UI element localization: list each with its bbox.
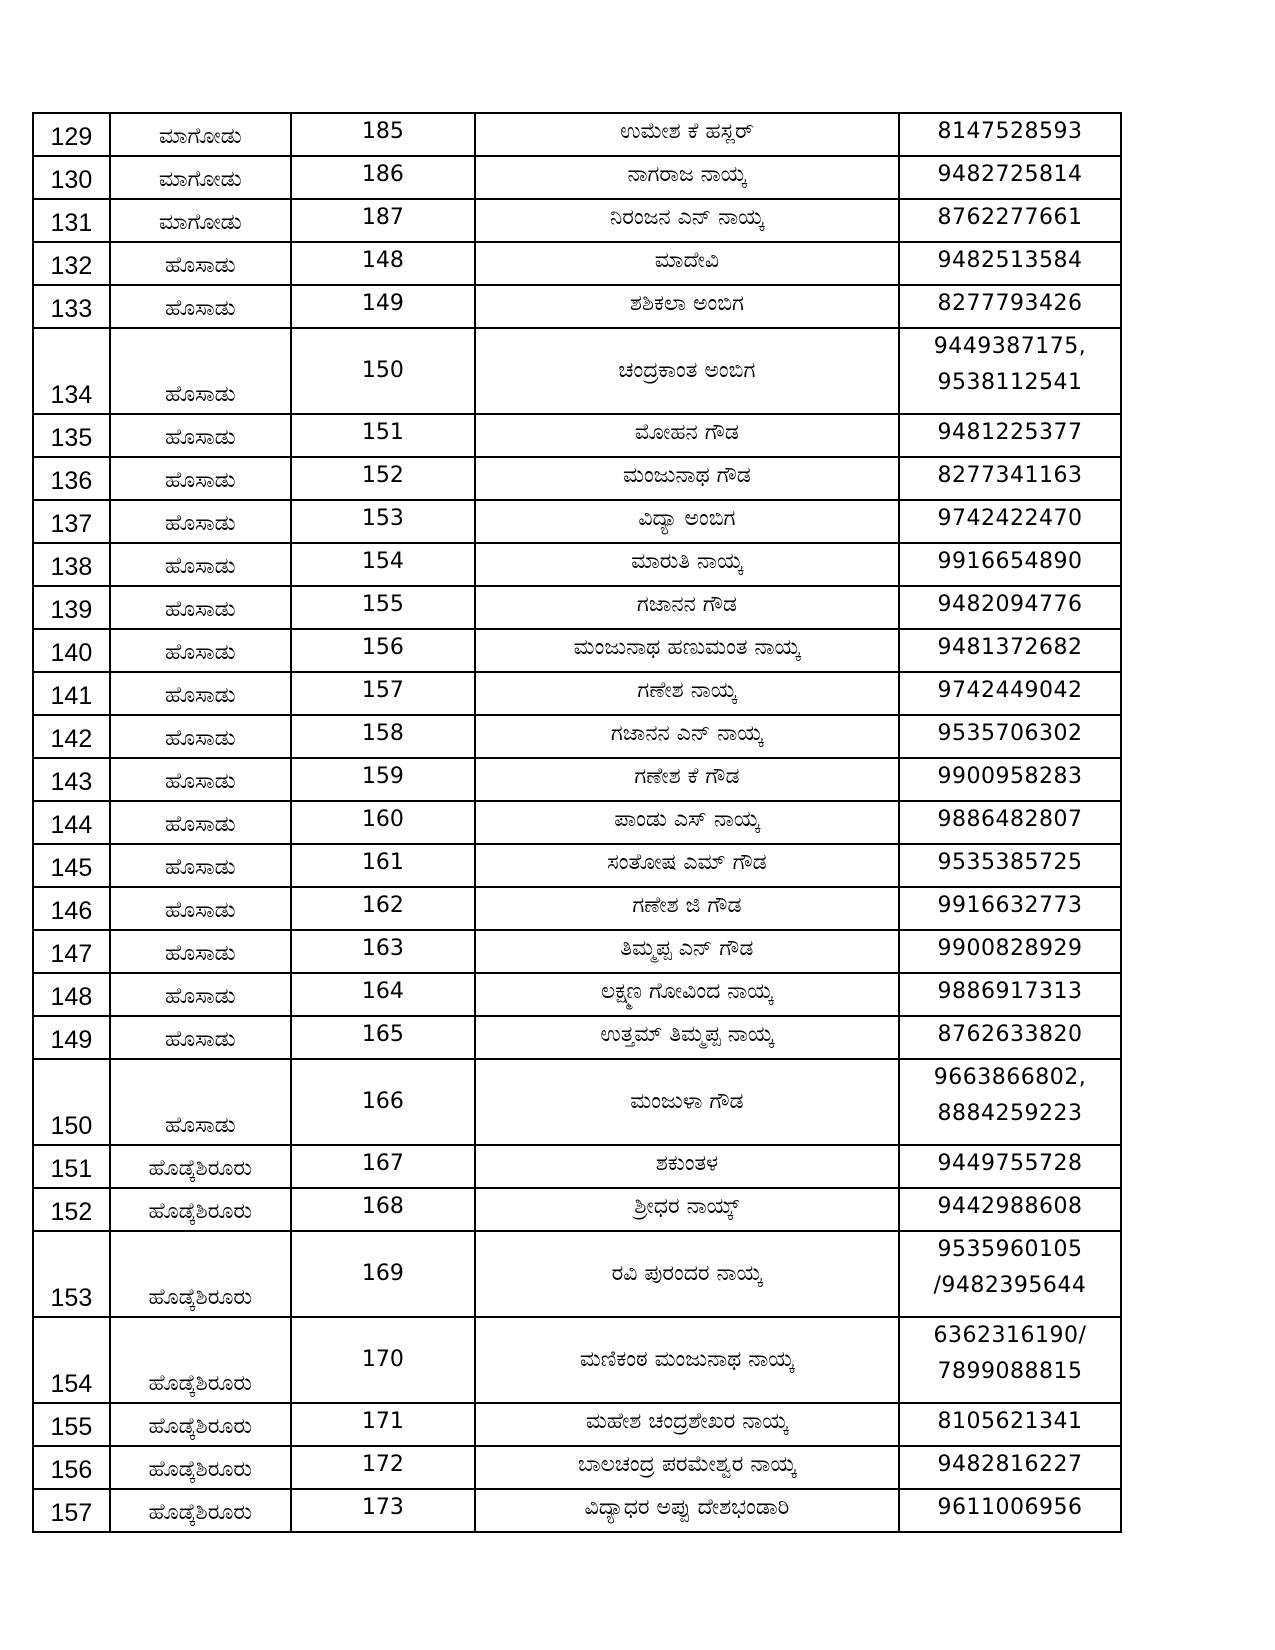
village-cell: ಹೊಸಾಡು — [110, 586, 291, 629]
village-cell: ಹೊಸಾಡು — [110, 973, 291, 1016]
phone-cell — [899, 1145, 1121, 1188]
table-row — [33, 973, 1121, 1016]
phone-number: 9916632773 — [937, 893, 1083, 918]
phone-cell — [899, 1489, 1121, 1532]
table-row — [33, 1231, 1121, 1317]
phone-cell — [899, 414, 1121, 457]
village-cell: ಹೊಡ್ಕೆಶಿರೂರು — [110, 1403, 291, 1446]
name-cell: ಉತ್ತಮ್ ತಿಮ್ಮಪ್ಪ ನಾಯ್ಕ — [475, 1016, 899, 1059]
phone-number: 9742449042 — [937, 678, 1083, 703]
table-row — [33, 715, 1121, 758]
serial-number-cell: 143 — [33, 758, 110, 801]
phone-number: 9663866802, — [933, 1065, 1087, 1090]
table-row — [33, 500, 1121, 543]
village-cell: ಹೊಸಾಡು — [110, 328, 291, 414]
serial-number-cell: 153 — [33, 1231, 110, 1317]
name-cell: ಗಣೇಶ ನಾಯ್ಕ — [475, 672, 899, 715]
phone-cell — [899, 758, 1121, 801]
phone-number: 9482513584 — [937, 248, 1083, 273]
table-row — [33, 328, 1121, 414]
name-cell: ಮಂಜುನಾಥ ಹಣುಮಂತ ನಾಯ್ಕ — [475, 629, 899, 672]
number-cell: 153 — [291, 500, 475, 543]
name-cell: ಬಾಲಚಂದ್ರ ಪರಮೇಶ್ವರ ನಾಯ್ಕ — [475, 1446, 899, 1489]
table-row — [33, 887, 1121, 930]
phone-cell — [899, 715, 1121, 758]
phone-cell — [899, 199, 1121, 242]
phone-number: 8277793426 — [937, 291, 1083, 316]
phone-number: 9482725814 — [937, 162, 1083, 187]
phone-number: 8147528593 — [937, 119, 1083, 144]
village-cell: ಹೊಸಾಡು — [110, 457, 291, 500]
serial-number-cell: 139 — [33, 586, 110, 629]
number-cell: 148 — [291, 242, 475, 285]
phone-cell — [899, 1016, 1121, 1059]
phone-number: 9900828929 — [937, 936, 1083, 961]
serial-number-cell: 146 — [33, 887, 110, 930]
phone-number: 6362316190/ — [933, 1323, 1087, 1348]
name-cell: ಮಾದೇವಿ — [475, 242, 899, 285]
number-cell: 166 — [291, 1059, 475, 1145]
table-row — [33, 1446, 1121, 1489]
phone-number: 8105621341 — [937, 1409, 1083, 1434]
phone-cell — [899, 1403, 1121, 1446]
village-cell: ಹೊಸಾಡು — [110, 801, 291, 844]
name-cell: ವಿದ್ಯಾ ಅಂಬಿಗ — [475, 500, 899, 543]
serial-number-cell: 152 — [33, 1188, 110, 1231]
phone-number: 9535960105 — [937, 1237, 1083, 1262]
number-cell: 187 — [291, 199, 475, 242]
number-cell: 167 — [291, 1145, 475, 1188]
table-row — [33, 1317, 1121, 1403]
name-cell: ನಾಗರಾಜ ನಾಯ್ಕ — [475, 156, 899, 199]
serial-number-cell: 134 — [33, 328, 110, 414]
phone-cell — [899, 500, 1121, 543]
phone-cell — [899, 285, 1121, 328]
village-cell: ಹೊಸಾಡು — [110, 500, 291, 543]
table-row — [33, 844, 1121, 887]
number-cell: 170 — [291, 1317, 475, 1403]
serial-number-cell: 138 — [33, 543, 110, 586]
name-cell: ವಿದ್ಯಾಧರ ಅಪ್ಪು ದೇಶಭಂಡಾರಿ — [475, 1489, 899, 1532]
serial-number-cell: 157 — [33, 1489, 110, 1532]
number-cell: 169 — [291, 1231, 475, 1317]
village-cell: ಹೊಸಾಡು — [110, 629, 291, 672]
serial-number-cell: 154 — [33, 1317, 110, 1403]
phone-cell — [899, 328, 1121, 414]
name-cell: ಮಣಿಕಂಠ ಮಂಜುನಾಥ ನಾಯ್ಕ — [475, 1317, 899, 1403]
table-row — [33, 629, 1121, 672]
serial-number-cell: 149 — [33, 1016, 110, 1059]
number-cell: 156 — [291, 629, 475, 672]
number-cell: 168 — [291, 1188, 475, 1231]
serial-number-cell: 145 — [33, 844, 110, 887]
table-row — [33, 414, 1121, 457]
phone-number: 8762277661 — [937, 205, 1083, 230]
table-row — [33, 285, 1121, 328]
table-row — [33, 1188, 1121, 1231]
village-cell: ಮಾಗೋಡು — [110, 199, 291, 242]
village-cell: ಹೊಡ್ಕೆಶಿರೂರು — [110, 1317, 291, 1403]
table-row — [33, 543, 1121, 586]
phone-cell — [899, 930, 1121, 973]
name-cell: ಉಮೇಶ ಕೆ ಹಸ್ಲರ್ — [475, 113, 899, 156]
number-cell: 172 — [291, 1446, 475, 1489]
village-cell: ಹೊಸಾಡು — [110, 758, 291, 801]
number-cell: 149 — [291, 285, 475, 328]
number-cell: 155 — [291, 586, 475, 629]
phone-number: 9481225377 — [937, 420, 1083, 445]
name-cell: ಶಶಿಕಲಾ ಅಂಬಿಗ — [475, 285, 899, 328]
serial-number-cell: 150 — [33, 1059, 110, 1145]
phone-cell — [899, 844, 1121, 887]
village-cell: ಹೊಸಾಡು — [110, 887, 291, 930]
phone-number: 8762633820 — [937, 1022, 1083, 1047]
phone-number: 9535385725 — [937, 850, 1083, 875]
name-cell: ಗಜಾನನ ಗೌಡ — [475, 586, 899, 629]
name-cell: ಮಾರುತಿ ನಾಯ್ಕ — [475, 543, 899, 586]
village-cell: ಹೊಡ್ಕೆಶಿರೂರು — [110, 1446, 291, 1489]
phone-number: 9886917313 — [937, 979, 1083, 1004]
phone-cell — [899, 156, 1121, 199]
number-cell: 157 — [291, 672, 475, 715]
village-cell: ಮಾಗೋಡು — [110, 156, 291, 199]
number-cell: 165 — [291, 1016, 475, 1059]
village-cell: ಮಾಗೋಡು — [110, 113, 291, 156]
phone-cell — [899, 543, 1121, 586]
number-cell: 160 — [291, 801, 475, 844]
table-row — [33, 457, 1121, 500]
serial-number-cell: 155 — [33, 1403, 110, 1446]
table-row — [33, 199, 1121, 242]
village-cell: ಹೊಸಾಡು — [110, 715, 291, 758]
name-cell: ಗಣೇಶ ಕೆ ಗೌಡ — [475, 758, 899, 801]
serial-number-cell: 147 — [33, 930, 110, 973]
village-cell: ಹೊಸಾಡು — [110, 543, 291, 586]
phone-cell — [899, 887, 1121, 930]
serial-number-cell: 151 — [33, 1145, 110, 1188]
serial-number-cell: 141 — [33, 672, 110, 715]
serial-number-cell: 142 — [33, 715, 110, 758]
table-row — [33, 1016, 1121, 1059]
phone-number: 9482816227 — [937, 1452, 1083, 1477]
name-cell: ಮಹೇಶ ಚಂದ್ರಶೇಖರ ನಾಯ್ಕ — [475, 1403, 899, 1446]
name-cell: ನಿರಂಜನ ಎನ್ ನಾಯ್ಕ — [475, 199, 899, 242]
name-cell: ಮಂಜುಳಾ ಗೌಡ — [475, 1059, 899, 1145]
table-row — [33, 758, 1121, 801]
phone-number: 9535706302 — [937, 721, 1083, 746]
serial-number-cell: 144 — [33, 801, 110, 844]
number-cell: 161 — [291, 844, 475, 887]
serial-number-cell: 130 — [33, 156, 110, 199]
number-cell: 154 — [291, 543, 475, 586]
phone-cell — [899, 113, 1121, 156]
name-cell: ಲಕ್ಷ್ಮಣ ಗೋವಿಂದ ನಾಯ್ಕ — [475, 973, 899, 1016]
phone-cell — [899, 973, 1121, 1016]
table-row — [33, 930, 1121, 973]
number-cell: 162 — [291, 887, 475, 930]
number-cell: 158 — [291, 715, 475, 758]
table-row — [33, 1403, 1121, 1446]
phone-number: 9449755728 — [937, 1151, 1083, 1176]
phone-cell — [899, 1446, 1121, 1489]
table-row — [33, 113, 1121, 156]
number-cell: 152 — [291, 457, 475, 500]
serial-number-cell: 148 — [33, 973, 110, 1016]
table-row — [33, 1489, 1121, 1532]
phone-number: 9916654890 — [937, 549, 1083, 574]
name-cell: ಮೋಹನ ಗೌಡ — [475, 414, 899, 457]
table-row — [33, 1059, 1121, 1145]
name-cell: ರವಿ ಪುರಂದರ ನಾಯ್ಕ — [475, 1231, 899, 1317]
phone-number: 8277341163 — [937, 463, 1083, 488]
name-cell: ತಿಮ್ಮಪ್ಪ ಎನ್ ಗೌಡ — [475, 930, 899, 973]
phone-cell — [899, 1188, 1121, 1231]
serial-number-cell: 137 — [33, 500, 110, 543]
village-cell: ಹೊಸಾಡು — [110, 1059, 291, 1145]
serial-number-cell: 135 — [33, 414, 110, 457]
village-cell: ಹೊಡ್ಕೆಶಿರೂರು — [110, 1145, 291, 1188]
phone-number: 9481372682 — [937, 635, 1083, 660]
phone-number: 9900958283 — [937, 764, 1083, 789]
village-cell: ಹೊಡ್ಕೆಶಿರೂರು — [110, 1489, 291, 1532]
village-cell: ಹೊಡ್ಕೆಶಿರೂರು — [110, 1231, 291, 1317]
phone-cell — [899, 629, 1121, 672]
phone-cell — [899, 586, 1121, 629]
village-cell: ಹೊಸಾಡು — [110, 672, 291, 715]
number-cell: 163 — [291, 930, 475, 973]
name-cell: ಶ್ರೀಧರ ನಾಯ್ಕ್ — [475, 1188, 899, 1231]
number-cell: 151 — [291, 414, 475, 457]
name-cell: ಗಣೇಶ ಜಿ ಗೌಡ — [475, 887, 899, 930]
table-row — [33, 156, 1121, 199]
village-cell: ಹೊಸಾಡು — [110, 844, 291, 887]
phone-cell — [899, 242, 1121, 285]
phone-cell — [899, 1317, 1121, 1403]
phone-cell — [899, 1059, 1121, 1145]
name-cell: ಪಾಂಡು ಎಸ್ ನಾಯ್ಕ — [475, 801, 899, 844]
phone-cell — [899, 457, 1121, 500]
serial-number-cell: 131 — [33, 199, 110, 242]
serial-number-cell: 129 — [33, 113, 110, 156]
number-cell: 173 — [291, 1489, 475, 1532]
phone-number: 9442988608 — [937, 1194, 1083, 1219]
phone-number: 9886482807 — [937, 807, 1083, 832]
name-cell: ಸಂತೋಷ ಎಮ್ ಗೌಡ — [475, 844, 899, 887]
phone-number: 8884259223 — [937, 1101, 1083, 1126]
name-cell: ಚಂದ್ರಕಾಂತ ಅಂಬಿಗ — [475, 328, 899, 414]
village-cell: ಹೊಸಾಡು — [110, 285, 291, 328]
serial-number-cell: 140 — [33, 629, 110, 672]
serial-number-cell: 132 — [33, 242, 110, 285]
table-row — [33, 801, 1121, 844]
table-row — [33, 672, 1121, 715]
phone-number: 9449387175, — [933, 334, 1087, 359]
village-cell: ಹೊಡ್ಕೆಶಿರೂರು — [110, 1188, 291, 1231]
table-row — [33, 586, 1121, 629]
number-cell: 171 — [291, 1403, 475, 1446]
number-cell: 185 — [291, 113, 475, 156]
table-row — [33, 242, 1121, 285]
phone-number: /9482395644 — [933, 1273, 1087, 1298]
phone-cell — [899, 1231, 1121, 1317]
phone-number: 9611006956 — [937, 1495, 1083, 1520]
number-cell: 159 — [291, 758, 475, 801]
number-cell: 150 — [291, 328, 475, 414]
village-cell: ಹೊಸಾಡು — [110, 414, 291, 457]
village-cell: ಹೊಸಾಡು — [110, 1016, 291, 1059]
village-cell: ಹೊಸಾಡು — [110, 242, 291, 285]
phone-number: 9538112541 — [937, 370, 1083, 395]
number-cell: 164 — [291, 973, 475, 1016]
name-cell: ಗಜಾನನ ಎನ್ ನಾಯ್ಕ — [475, 715, 899, 758]
phone-cell — [899, 672, 1121, 715]
serial-number-cell: 136 — [33, 457, 110, 500]
name-cell: ಮಂಜುನಾಥ ಗೌಡ — [475, 457, 899, 500]
village-cell: ಹೊಸಾಡು — [110, 930, 291, 973]
number-cell: 186 — [291, 156, 475, 199]
phone-number: 9742422470 — [937, 506, 1083, 531]
serial-number-cell: 156 — [33, 1446, 110, 1489]
phone-number: 9482094776 — [937, 592, 1083, 617]
table-row — [33, 1145, 1121, 1188]
serial-number-cell: 133 — [33, 285, 110, 328]
table-body — [33, 113, 1121, 1532]
phone-number: 7899088815 — [937, 1359, 1083, 1384]
name-cell: ಶಕುಂತಳ — [475, 1145, 899, 1188]
data-table — [32, 112, 1122, 1533]
phone-cell — [899, 801, 1121, 844]
